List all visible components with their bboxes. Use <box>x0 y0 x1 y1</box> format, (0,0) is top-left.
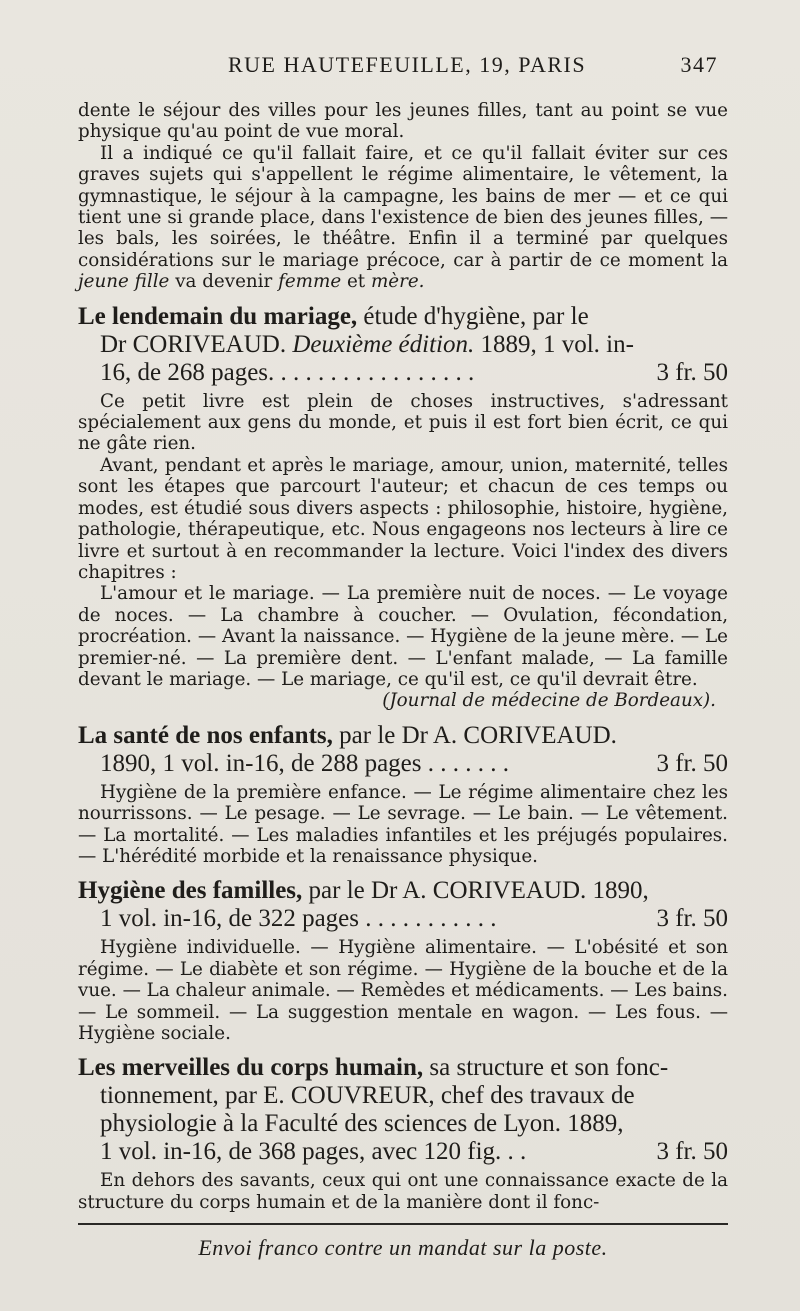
book-title: Hygiène des familles, <box>78 877 303 905</box>
book-format: 1 vol. in-16, de 368 pages, avec 120 fig. . . <box>100 1138 527 1166</box>
book-format: 16, de 268 pages. . . . . . . . . . . . . . . . . <box>100 358 475 386</box>
book-price: 3 fr. 50 <box>656 749 728 777</box>
book-entry-sante-de-nos-enfants <box>78 722 728 778</box>
intro-paragraph-2: Il a indiqué ce qu'il fallait faire, et ce qu'il fallait éviter sur ces graves sujets qui s'appellent le régime alimentaire, le vêtement, la gymnastique, le séjour à la campagne, les bains de mer — et ce qui tient une si grande place, dans l'existence de bien des jeunes filles, — les bals, les soirées, le théâtre. Enfin il a terminé par quelques considérations sur le mariage précoce, car à partir de ce moment la jeune fille va devenir femme et mère. <box>78 142 728 293</box>
book-title-line: Hygiène des familles, par le Dr A. CORIVEAUD. 1890, <box>78 877 649 905</box>
review-source: (Journal de médecine de Bordeaux). <box>382 690 716 712</box>
intro-text <box>78 100 728 293</box>
book-edition: Deuxième édition. <box>292 330 475 358</box>
book-entry-merveilles-du-corps-humain: Les merveilles du corps humain, sa structure et son fonc- tionnement, par E. COUVREUR, chef des travaux de physiologie à la Faculté des sciences de Lyon. 1889, 1 vol. in-16, de 368 pages, avec 120 fig. . . 3 fr. 50 <box>78 1054 728 1166</box>
book-title: La santé de nos enfants, <box>78 721 333 749</box>
book-title-line: Le lendemain du mariage, étude d'hygiène, par le <box>78 302 589 330</box>
footer-divider <box>78 1223 728 1225</box>
book-description: Hygiène individuelle. — Hygiène alimentaire. — L'obésité et son régime. — Le diabète et son régime. — Hygiène de la bouche et de la vue. — La chaleur animale. — Remèdes et médicaments. — Les bains. — Le sommeil. — La suggestion mentale en wagon. — Les fous. — Hygiène sociale. <box>78 937 728 1044</box>
book-title: Le lendemain du mariage, <box>78 302 358 330</box>
book-format: 1 vol. in-16, de 322 pages . . . . . . . . . . . <box>100 905 497 933</box>
book-author: Dr CORIVEAUD. <box>100 330 287 358</box>
book-title-line: La santé de nos enfants, par le Dr A. CORIVEAUD. <box>78 721 617 749</box>
book-price: 3 fr. 50 <box>656 358 728 386</box>
page-header <box>78 52 728 78</box>
book-price: 3 fr. 50 <box>656 905 728 933</box>
book-entry-lendemain-du-mariage: Le lendemain du mariage, étude d'hygiène, par le Dr CORIVEAUD. Deuxième édition. 1889, 1 vol. in- 16, de 268 pages. . . . . . . . . . . . . . . . . 3 fr. 50 <box>78 302 728 386</box>
page-number: 347 <box>680 52 718 77</box>
running-head: RUE HAUTEFEUILLE, 19, PARIS <box>228 52 587 77</box>
book-description: Hygiène de la première enfance. — Le régime alimentaire chez les nourrissons. — Le pesage. — Le sevrage. — Le bain. — Le vêtement. — La mortalité. — Les maladies infantiles et les préjugés populaires. — L'hérédité morbide et la renaissance physique. <box>78 781 728 867</box>
book-title-line: Les merveilles du corps humain, sa structure et son fonc- <box>78 1054 669 1082</box>
book-title: Les merveilles du corps humain, <box>78 1054 424 1082</box>
footer-note: Envoi franco contre un mandat sur la poste. <box>198 1235 608 1261</box>
book-description: Ce petit livre est plein de choses instructives, s'adressant spécialement aux gens du monde, et puis il est fort bien écrit, ce qui ne gâte rien. Avant, pendant et après le mariage, amour, union, maternité, telles sont les étapes que parcourt l'auteur; et chacun de ces temps ou modes, est étudié sous divers aspects : philosophie, histoire, hygiène, pathologie, thérapeutique, etc. Nous engageons nos lecteurs à lire ce livre et surtout à en recommander la lecture. Voici l'index des divers chapitres : L'amour et le mariage. — La première nuit de noces. — Le voyage de noces. — La chambre à coucher. — Ovulation, fécondation, procréation. — Avant la naissance. — Hygiène de la jeune mère. — Le premier-né. — La première dent. — L'enfant malade, — La famille devant le mariage. — Le mariage, ce qu'il est, ce qu'il devrait être. (Journal de médecine de Bordeaux). <box>78 390 728 712</box>
book-entry-hygiene-des-familles <box>78 877 728 933</box>
book-description: En dehors des savants, ceux qui ont une connaissance exacte de la structure du corps humain et de la manière dont il fonc- <box>78 1170 728 1213</box>
intro-paragraph-1: dente le séjour des villes pour les jeunes filles, tant au point se vue physique qu'au point de vue moral. <box>78 100 728 143</box>
book-price: 3 fr. 50 <box>656 1138 728 1166</box>
book-format: 1890, 1 vol. in-16, de 288 pages . . . . . . . <box>100 749 509 777</box>
